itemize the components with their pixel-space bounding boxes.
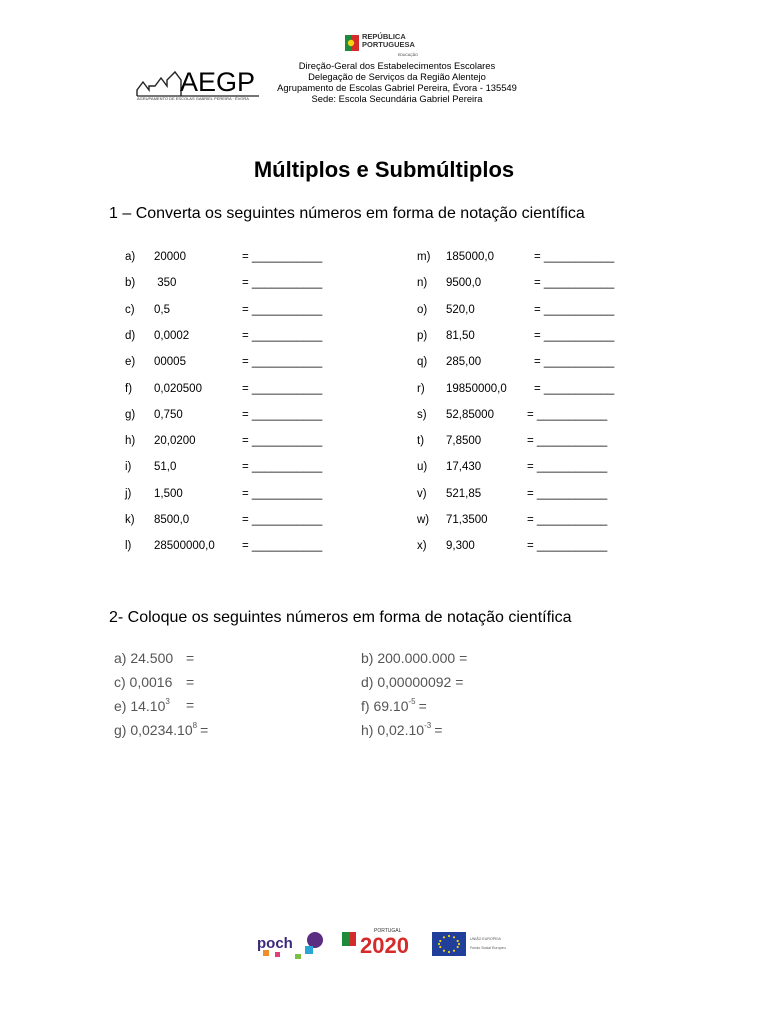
answer-blank: = ___________	[242, 540, 323, 553]
exercise2-item-d	[361, 674, 463, 690]
eu-sublabel: Fundo Social Europeu	[470, 946, 506, 950]
item-value: 0,5	[154, 303, 170, 316]
answer-blank: = ___________	[242, 435, 323, 448]
answer-blank: = ___________	[242, 408, 323, 421]
item-letter: d)	[125, 329, 136, 342]
item-value: 52,85000	[446, 408, 494, 421]
answer-blank: = ___________	[242, 461, 323, 474]
item-value: 19850000,0	[446, 382, 507, 395]
item-value: 00005	[154, 356, 186, 369]
answer-blank: = ___________	[527, 487, 608, 500]
republic-line2: PORTUGUESA	[362, 40, 415, 49]
answer-blank: = ___________	[534, 277, 615, 290]
answer-blank: = ___________	[242, 382, 323, 395]
answer-blank: = ___________	[534, 303, 615, 316]
answer-blank: = ___________	[527, 514, 608, 526]
item-value: 28500000,0	[154, 540, 215, 553]
item-value: 350	[154, 277, 177, 290]
item-letter: l)	[125, 540, 132, 553]
header-line-4: Sede: Escola Secundária Gabriel Pereira	[311, 93, 483, 104]
item-letter: v)	[417, 487, 427, 500]
ex2-g-text: g) 0,0234.10	[114, 722, 193, 738]
item-letter: j)	[125, 487, 132, 500]
ex2-g-eq: =	[200, 722, 209, 738]
ex2-f-eq: =	[418, 698, 427, 714]
poch-label: poch	[257, 935, 293, 952]
item-value: 9,300	[446, 540, 475, 553]
ex2-c-text: c) 0,0016	[114, 674, 173, 690]
ex2-g-exponent: 8	[192, 721, 198, 730]
item-value: 51,0	[154, 461, 177, 474]
portugal-2020-logo	[342, 926, 422, 958]
exercise2-item-f	[361, 697, 427, 714]
ex2-b-text: b) 200.000.000 =	[361, 650, 468, 666]
item-value: 81,50	[446, 329, 475, 342]
item-value: 0,0002	[154, 329, 190, 342]
header-line-1: Direção-Geral dos Estabelecimentos Escolares	[298, 60, 496, 71]
exercise1-heading: 1 – Converta os seguintes números em forma de notação científica	[109, 205, 585, 222]
header-line-3: Agrupamento de Escolas Gabriel Pereira, Évora - 135549	[277, 82, 517, 93]
answer-blank: = ___________	[534, 329, 615, 342]
item-value: 0,750	[154, 408, 183, 421]
item-value: 9500,0	[446, 277, 482, 290]
item-letter: h)	[125, 435, 136, 448]
page-title: Múltiplos e Submúltiplos	[253, 157, 515, 182]
european-union-flag-logo	[432, 930, 508, 960]
answer-blank: = ___________	[242, 329, 323, 342]
item-letter: b)	[125, 277, 136, 290]
item-value: 7,8500	[446, 435, 482, 448]
item-value: 20,0200	[154, 435, 196, 448]
item-letter: k)	[125, 514, 135, 526]
item-value: 285,00	[446, 356, 482, 369]
ex2-d-text: d) 0,00000092 =	[361, 674, 464, 690]
exercise2-item-e	[114, 697, 195, 714]
republic-emblem-icon	[345, 35, 359, 51]
item-value: 71,3500	[446, 514, 488, 526]
answer-blank: = ___________	[534, 382, 615, 395]
pt2020-label: 2020	[360, 933, 409, 958]
answer-blank: = ___________	[242, 303, 323, 316]
item-letter: o)	[417, 303, 428, 316]
answer-blank: = ___________	[527, 408, 608, 421]
answer-blank: = ___________	[534, 251, 615, 263]
school-logo-text: AEGP	[180, 67, 256, 97]
ex2-c-eq: =	[186, 674, 195, 690]
answer-blank: = ___________	[534, 356, 615, 369]
ex2-e-exponent: 3	[165, 697, 170, 706]
exercise2-item-b	[361, 650, 467, 666]
item-letter: p)	[417, 329, 428, 342]
answer-blank: = ___________	[527, 540, 608, 553]
republic-line1: REPÚBLICA	[362, 32, 406, 41]
school-logo-subtext: AGRUPAMENTO DE ESCOLAS GABRIEL PEREIRA · ÉVORA	[137, 96, 249, 101]
answer-blank: = ___________	[242, 251, 323, 263]
item-letter: u)	[417, 461, 428, 474]
item-letter: q)	[417, 356, 428, 369]
exercise2-heading: 2- Coloque os seguintes números em forma de notação científica	[109, 609, 572, 626]
answer-blank: = ___________	[527, 435, 608, 448]
item-letter: g)	[125, 408, 136, 421]
ex2-h-exponent: -3	[424, 721, 432, 730]
ex2-e-eq: =	[186, 697, 195, 713]
item-letter: m)	[417, 251, 431, 263]
ex2-e-text: e) 14.10	[114, 698, 166, 714]
ex2-h-text: h) 0,02.10	[361, 722, 425, 738]
answer-blank: = ___________	[242, 514, 323, 526]
item-value: 20000	[154, 251, 186, 263]
item-letter: w)	[417, 514, 430, 526]
republic-text	[362, 33, 415, 49]
item-letter: e)	[125, 356, 136, 369]
exercise2-item-g	[114, 721, 208, 738]
item-value: 0,020500	[154, 382, 202, 395]
ex2-a-text: a) 24.500	[114, 650, 174, 666]
item-letter: x)	[417, 540, 427, 553]
item-letter: f)	[125, 382, 133, 395]
item-value: 520,0	[446, 303, 475, 316]
header-line-2: Delegação de Serviços da Região Alentejo	[308, 71, 486, 82]
ex2-a-eq: =	[186, 650, 195, 666]
item-value: 17,430	[446, 461, 482, 474]
ex2-f-exponent: -5	[408, 697, 416, 706]
item-letter: n)	[417, 277, 428, 290]
item-value: 521,85	[446, 487, 482, 500]
answer-blank: = ___________	[242, 356, 323, 369]
exercise2-item-c	[114, 674, 195, 690]
exercise2-item-a	[114, 650, 195, 666]
item-letter: s)	[417, 408, 427, 421]
republic-education-label: EDUCAÇÃO	[398, 53, 418, 57]
eu-label: UNIÃO EUROPEIA	[470, 937, 501, 941]
poch-logo	[255, 926, 327, 962]
ex2-h-eq: =	[434, 722, 443, 738]
item-letter: a)	[125, 251, 136, 263]
item-value: 185000,0	[446, 251, 494, 263]
answer-blank: = ___________	[242, 277, 323, 290]
item-letter: c)	[125, 303, 135, 316]
pt2020-small-label: PORTUGAL	[374, 928, 402, 934]
answer-blank: = ___________	[242, 487, 323, 500]
item-letter: r)	[417, 382, 425, 395]
item-letter: t)	[417, 435, 425, 448]
answer-blank: = ___________	[527, 461, 608, 474]
ex2-f-text: f) 69.10	[361, 698, 409, 714]
item-letter: i)	[125, 461, 132, 474]
item-value: 8500,0	[154, 514, 190, 526]
item-value: 1,500	[154, 487, 183, 500]
exercise2-item-h	[361, 721, 442, 738]
